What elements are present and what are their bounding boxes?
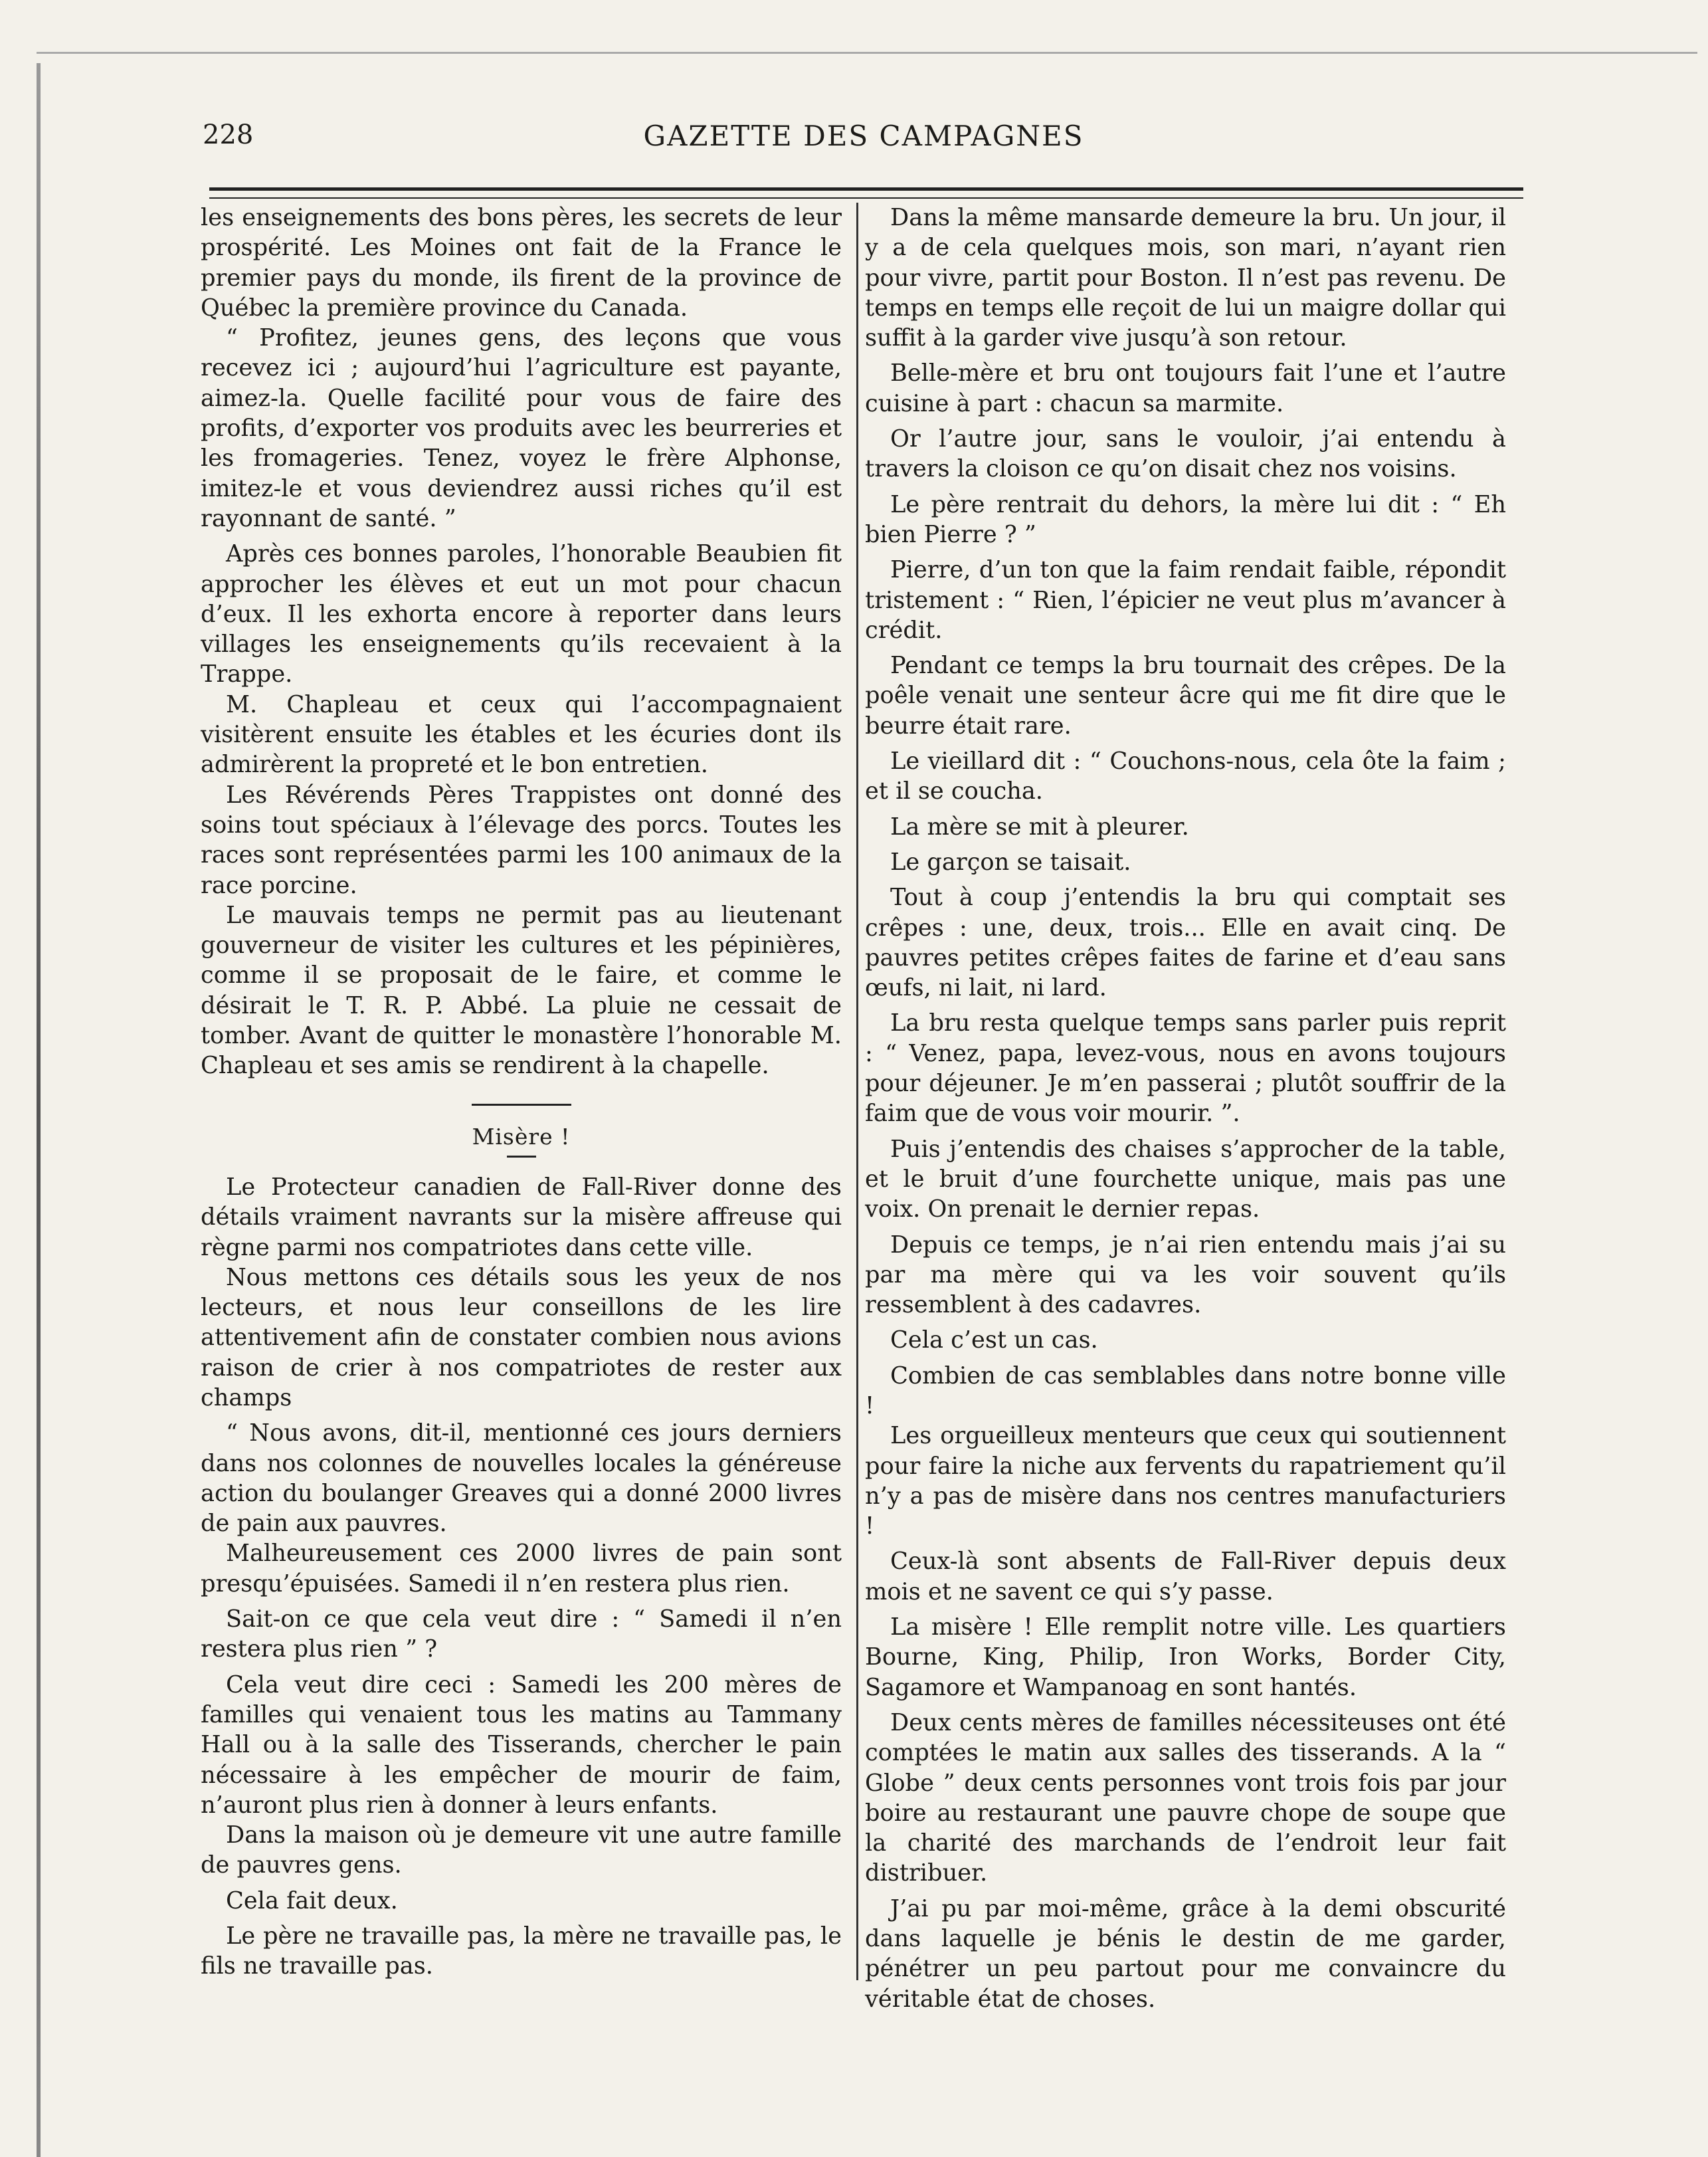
paragraph: “ Profitez, jeunes gens, des leçons que vous recevez ici ; aujourd’hui l’agriculture est payante, aimez-la. Quelle facilité pour vous de faire des profits, d’exporter vos produits avec les beurreries et les fromageries. Tenez, voyez le frère Alphonse, imitez-le et vous deviendrez aussi riches qu’il est rayonnant de santé. ” <box>201 324 842 532</box>
paragraph: Le père ne travaille pas, la mère ne travaille pas, le fils ne travaille pas. <box>201 1922 842 1980</box>
section-title: Misère ! <box>472 1123 571 1150</box>
paragraph: Cela c’est un cas. <box>890 1326 1098 1354</box>
paragraph: Pendant ce temps la bru tournait des crêpes. De la poêle venait une senteur âcre qui me fit dire que le beurre était rare. <box>865 652 1506 740</box>
header-rule <box>209 187 1523 199</box>
paragraph: Le garçon se taisait. <box>890 848 1131 876</box>
section-divider <box>472 1104 571 1106</box>
paragraph: Or l’autre jour, sans le vouloir, j’ai entendu à travers la cloison ce qu’on disait chez nos voisins. <box>865 425 1506 483</box>
paragraph: Puis j’entendis des chaises s’approcher de la table, et le bruit d’une fourchette unique, mais pas une voix. On prenait le dernier repas. <box>865 1135 1506 1223</box>
paragraph: La mère se mit à pleurer. <box>890 813 1189 841</box>
paragraph: Ceux-là sont absents de Fall-River depuis deux mois et ne savent ce qui s’y passe. <box>865 1548 1506 1605</box>
paragraph: La bru resta quelque temps sans parler puis reprit : “ Venez, papa, levez-vous, nous en avons toujours pour déjeuner. Je m’en passerai ; plutôt souffrir de la faim que de vous voir mourir. ”. <box>865 1009 1506 1128</box>
page-top-edge <box>37 52 1697 54</box>
paragraph: Les orgueilleux menteurs que ceux qui soutiennent pour faire la niche aux fervents du rapatriement qu’il n’y a pas de misère dans nos centres manufacturiers ! <box>865 1422 1506 1540</box>
paragraph: Dans la maison où je demeure vit une autre famille de pauvres gens. <box>201 1821 842 1879</box>
paragraph: “ Nous avons, dit-il, mentionné ces jours derniers dans nos colonnes de nouvelles locales la généreuse action du boulanger Greaves qui a donné 2000 livres de pain aux pauvres. <box>201 1419 842 1538</box>
paragraph: Pierre, d’un ton que la faim rendait faible, répondit tristement : “ Rien, l’épicier ne veut plus m’avancer à crédit. <box>865 556 1506 644</box>
paragraph: Sait-on ce que cela veut dire : “ Samedi il n’en restera plus rien ” ? <box>201 1605 842 1663</box>
paragraph: Depuis ce temps, je n’ai rien entendu mais j’ai su par ma mère qui va les voir souvent qu’ils ressemblent à des cadavres. <box>865 1231 1506 1319</box>
paragraph: Combien de cas semblables dans notre bonne ville ! <box>865 1362 1506 1419</box>
paragraph: Dans la même mansarde demeure la bru. Un jour, il y a de cela quelques mois, son mari, n’ayant rien pour vivre, partit pour Boston. Il n’est pas revenu. De temps en temps elle reçoit de lui un maigre dollar qui suffit à la garder vive jusqu’à son retour. <box>865 204 1506 352</box>
page-left-edge <box>37 63 41 2157</box>
paragraph: Après ces bonnes paroles, l’honorable Beaubien fit approcher les élèves et eut un mot pour chacun d’eux. Il les exhorta encore à reporter dans leurs villages les enseignements qu’ils recevaient à la Trappe. <box>201 540 842 688</box>
paragraph: les enseignements des bons pères, les secrets de leur prospérité. Les Moines ont fait de la France le premier pays du monde, ils firent de la province de Québec la première province du Canada. <box>201 204 842 322</box>
column-divider <box>856 203 858 1980</box>
paragraph: Nous mettons ces détails sous les yeux de nos lecteurs, et nous leur conseillons de les lire attentivement afin de constater combien nous avions raison de crier à nos compatriotes de rester aux champs <box>201 1263 842 1411</box>
paragraph: Le mauvais temps ne permit pas au lieutenant gouverneur de visiter les cultures et les pépinières, comme il se proposait de le faire, et comme le désirait le T. R. P. Abbé. La pluie ne cessait de tomber. Avant de quitter le monastère l’honorable M. Chapleau et ses amis se rendirent à la chapelle. <box>201 901 842 1080</box>
paragraph: Cela fait deux. <box>226 1887 398 1914</box>
running-title: GAZETTE DES CAMPAGNES <box>643 120 1084 152</box>
page-number: 228 <box>203 120 254 150</box>
paragraph: J’ai pu par moi-même, grâce à la demi obscurité dans laquelle je bénis le destin de me garder, pénétrer un peu partout pour me convaincre du véritable état de choses. <box>865 1895 1506 2013</box>
paragraph: Tout à coup j’entendis la bru qui comptait ses crêpes : une, deux, trois... Elle en avait cinq. De pauvres petites crêpes faites de farine et d’eau sans œufs, ni lait, ni lard. <box>865 884 1506 1002</box>
page-header <box>203 120 1525 166</box>
paragraph: Le père rentrait du dehors, la mère lui dit : “ Eh bien Pierre ? ” <box>865 490 1506 548</box>
paragraph: La misère ! Elle remplit notre ville. Les quartiers Bourne, King, Philip, Iron Works, Border City, Sagamore et Wampanoag en sont hantés. <box>865 1613 1506 1701</box>
left-column <box>201 203 842 1982</box>
paragraph: Cela veut dire ceci : Samedi les 200 mères de familles qui venaient tous les matins au Tammany Hall ou à la salle des Tisserands, chercher le pain nécessaire à les empêcher de mourir de faim, n’auront plus rien à donner à leurs enfants. <box>201 1671 842 1819</box>
right-column <box>865 203 1506 2014</box>
paragraph: Les Révérends Pères Trappistes ont donné des soins tout spéciaux à l’élevage des porcs. Toutes les races sont représentées parmi les 100 animaux de la race porcine. <box>201 781 842 899</box>
paragraph: Deux cents mères de familles nécessiteuses ont été comptées le matin aux salles des tisserands. A la “ Globe ” deux cents personnes vont trois fois par jour boire au restaurant une pauvre chope de soupe que la charité des marchands de l’endroit leur fait distribuer. <box>865 1708 1506 1887</box>
paragraph: Belle-mère et bru ont toujours fait l’une et l’autre cuisine à part : chacun sa marmite. <box>865 360 1506 417</box>
paragraph: Le Protecteur canadien de Fall-River donne des détails vraiment navrants sur la misère affreuse qui règne parmi nos compatriotes dans cette ville. <box>201 1173 842 1261</box>
paragraph: Malheureusement ces 2000 livres de pain sont presqu’épuisées. Samedi il n’en restera plus rien. <box>201 1540 842 1597</box>
title-underline <box>507 1156 536 1158</box>
paragraph: Le vieillard dit : “ Couchons-nous, cela ôte la faim ; et il se coucha. <box>865 748 1506 805</box>
paragraph: M. Chapleau et ceux qui l’accompagnaient visitèrent ensuite les étables et les écuries dont ils admirèrent la propreté et le bon entretien. <box>201 690 842 779</box>
